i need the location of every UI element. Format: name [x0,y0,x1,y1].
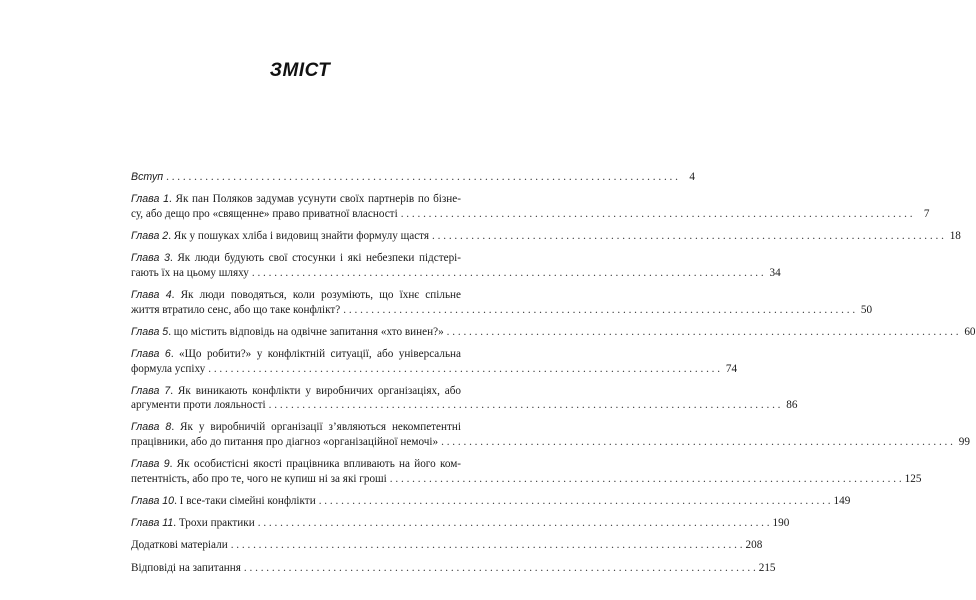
page-number: 4 [689,171,695,183]
page-number: 34 [769,266,781,279]
entry-text: гають їх на цьому шляху [131,266,249,279]
dot-leader [316,494,834,509]
entry-text: . «Що робити?» у конфліктній ситуації, або універсальна [170,347,461,360]
page-number: 125 [904,472,922,485]
toc-first-line [131,192,461,207]
table-of-contents [131,170,976,575]
page-number: 208 [745,539,763,552]
entry-label: Глава 6 [131,347,171,360]
toc-first-line [131,457,461,472]
toc-entry-chapter-10 [131,494,851,509]
dot-leader [255,516,773,531]
dot-leader [340,303,858,318]
page-number: 60 [964,325,976,338]
toc-first-line [131,347,461,362]
entry-label: Глава 8 [131,421,172,434]
toc-entry-chapter-2 [131,229,961,244]
entry-text: аргументи проти лояльності [131,399,266,412]
entry-text: су, або дещо про «священне» право приватної власності [131,207,398,220]
page-number: 50 [860,303,873,316]
toc-title: ЗМІСТ [269,60,331,81]
page-number: 86 [786,399,798,412]
page-number: 7 [923,207,930,220]
entry-text: . Як у пошуках хліба і видовищ знайти формулу щастя [168,229,430,242]
toc-entry-chapter-4 [131,288,873,317]
entry-text: . І все-таки сімейні конфлікти [174,495,316,508]
toc-entry-chapter-6 [131,347,738,376]
entry-text: петентність, або про те, чого не купиш ні за які гроші [131,472,387,485]
toc-line [131,472,922,487]
toc-first-line [131,288,461,303]
toc-line [131,170,695,185]
toc-line [131,561,776,576]
toc-line [131,538,763,553]
entry-text: . Як пан Поляков задумав усунути своїх партнерів по бізне- [169,193,461,206]
entry-text: . Як люди поводяться, коли розуміють, що їхнє спільне [171,288,462,301]
page-number: 215 [758,561,776,574]
entry-text: . Як у виробничій організації з’являються некомпетентні [171,421,461,434]
page-number: 149 [833,495,851,508]
entry-label: Глава 5 [131,325,169,338]
toc-line [131,398,798,413]
page-number: 99 [958,436,970,449]
toc-entry-chapter-5 [131,325,976,340]
entry-text: формула успіху [131,362,206,375]
toc-entry-chapter-3 [131,251,781,280]
entry-text: . що містить відповідь на одвічне запитання «хто винен?» [168,325,444,338]
entry-text: Додаткові матеріали [131,539,228,552]
entry-text: Відповіді на запитання [131,561,241,574]
entry-text: . Як люди будують свої стосунки і які небезпеки підстері- [169,252,462,265]
dot-leader [205,362,723,377]
toc-entry-answers [131,561,776,576]
dot-leader [249,266,767,281]
toc-first-line [131,384,461,399]
entry-text: працівники, або до питання про діагноз «організаційної немочі» [131,436,439,449]
toc-line [131,362,738,377]
entry-text: . Як особистісні якості працівника впливають на його ком- [169,458,462,471]
toc-entry-chapter-11 [131,516,790,531]
page-number: 18 [949,229,961,242]
toc-line [131,229,961,244]
toc-entry-chapter-7 [131,384,798,413]
toc-line [131,516,790,531]
entry-text: . Трохи практики [173,517,255,530]
toc-line [131,494,851,509]
dot-leader [266,398,784,413]
entry-label: Глава 1 [131,193,170,206]
toc-line [131,207,930,222]
toc-entry-appendix [131,538,763,553]
toc-entry-chapter-8 [131,420,970,449]
entry-label: Глава 11 [131,517,174,530]
toc-entry-chapter-9 [131,457,922,486]
entry-label: Глава 9 [131,458,170,471]
toc-line [131,303,873,318]
page-number: 74 [725,362,738,375]
entry-text: життя втратило сенс, або що таке конфлікт? [131,303,341,316]
dot-leader [444,325,962,340]
dot-leader [387,472,905,487]
toc-first-line [131,420,461,435]
dot-leader [228,538,746,553]
toc-entry-intro [131,170,695,185]
entry-text: . Як виникають конфлікти у виробничих організаціях, або [170,384,461,397]
entry-label: Вступ [131,171,164,183]
toc-first-line [131,251,461,266]
entry-label: Глава 10 [131,495,175,508]
toc-line [131,435,970,450]
dot-leader [438,435,956,450]
page-number: 190 [772,517,790,530]
dot-leader [241,561,759,576]
entry-label: Глава 7 [131,384,171,397]
dot-leader [163,170,681,185]
toc-line [131,325,976,340]
toc-line [131,266,781,281]
entry-label: Глава 3 [131,252,170,265]
dot-leader [429,229,947,244]
entry-label: Глава 2 [131,229,169,242]
entry-label: Глава 4 [131,288,172,301]
dot-leader [398,207,916,222]
toc-entry-chapter-1 [131,192,930,221]
